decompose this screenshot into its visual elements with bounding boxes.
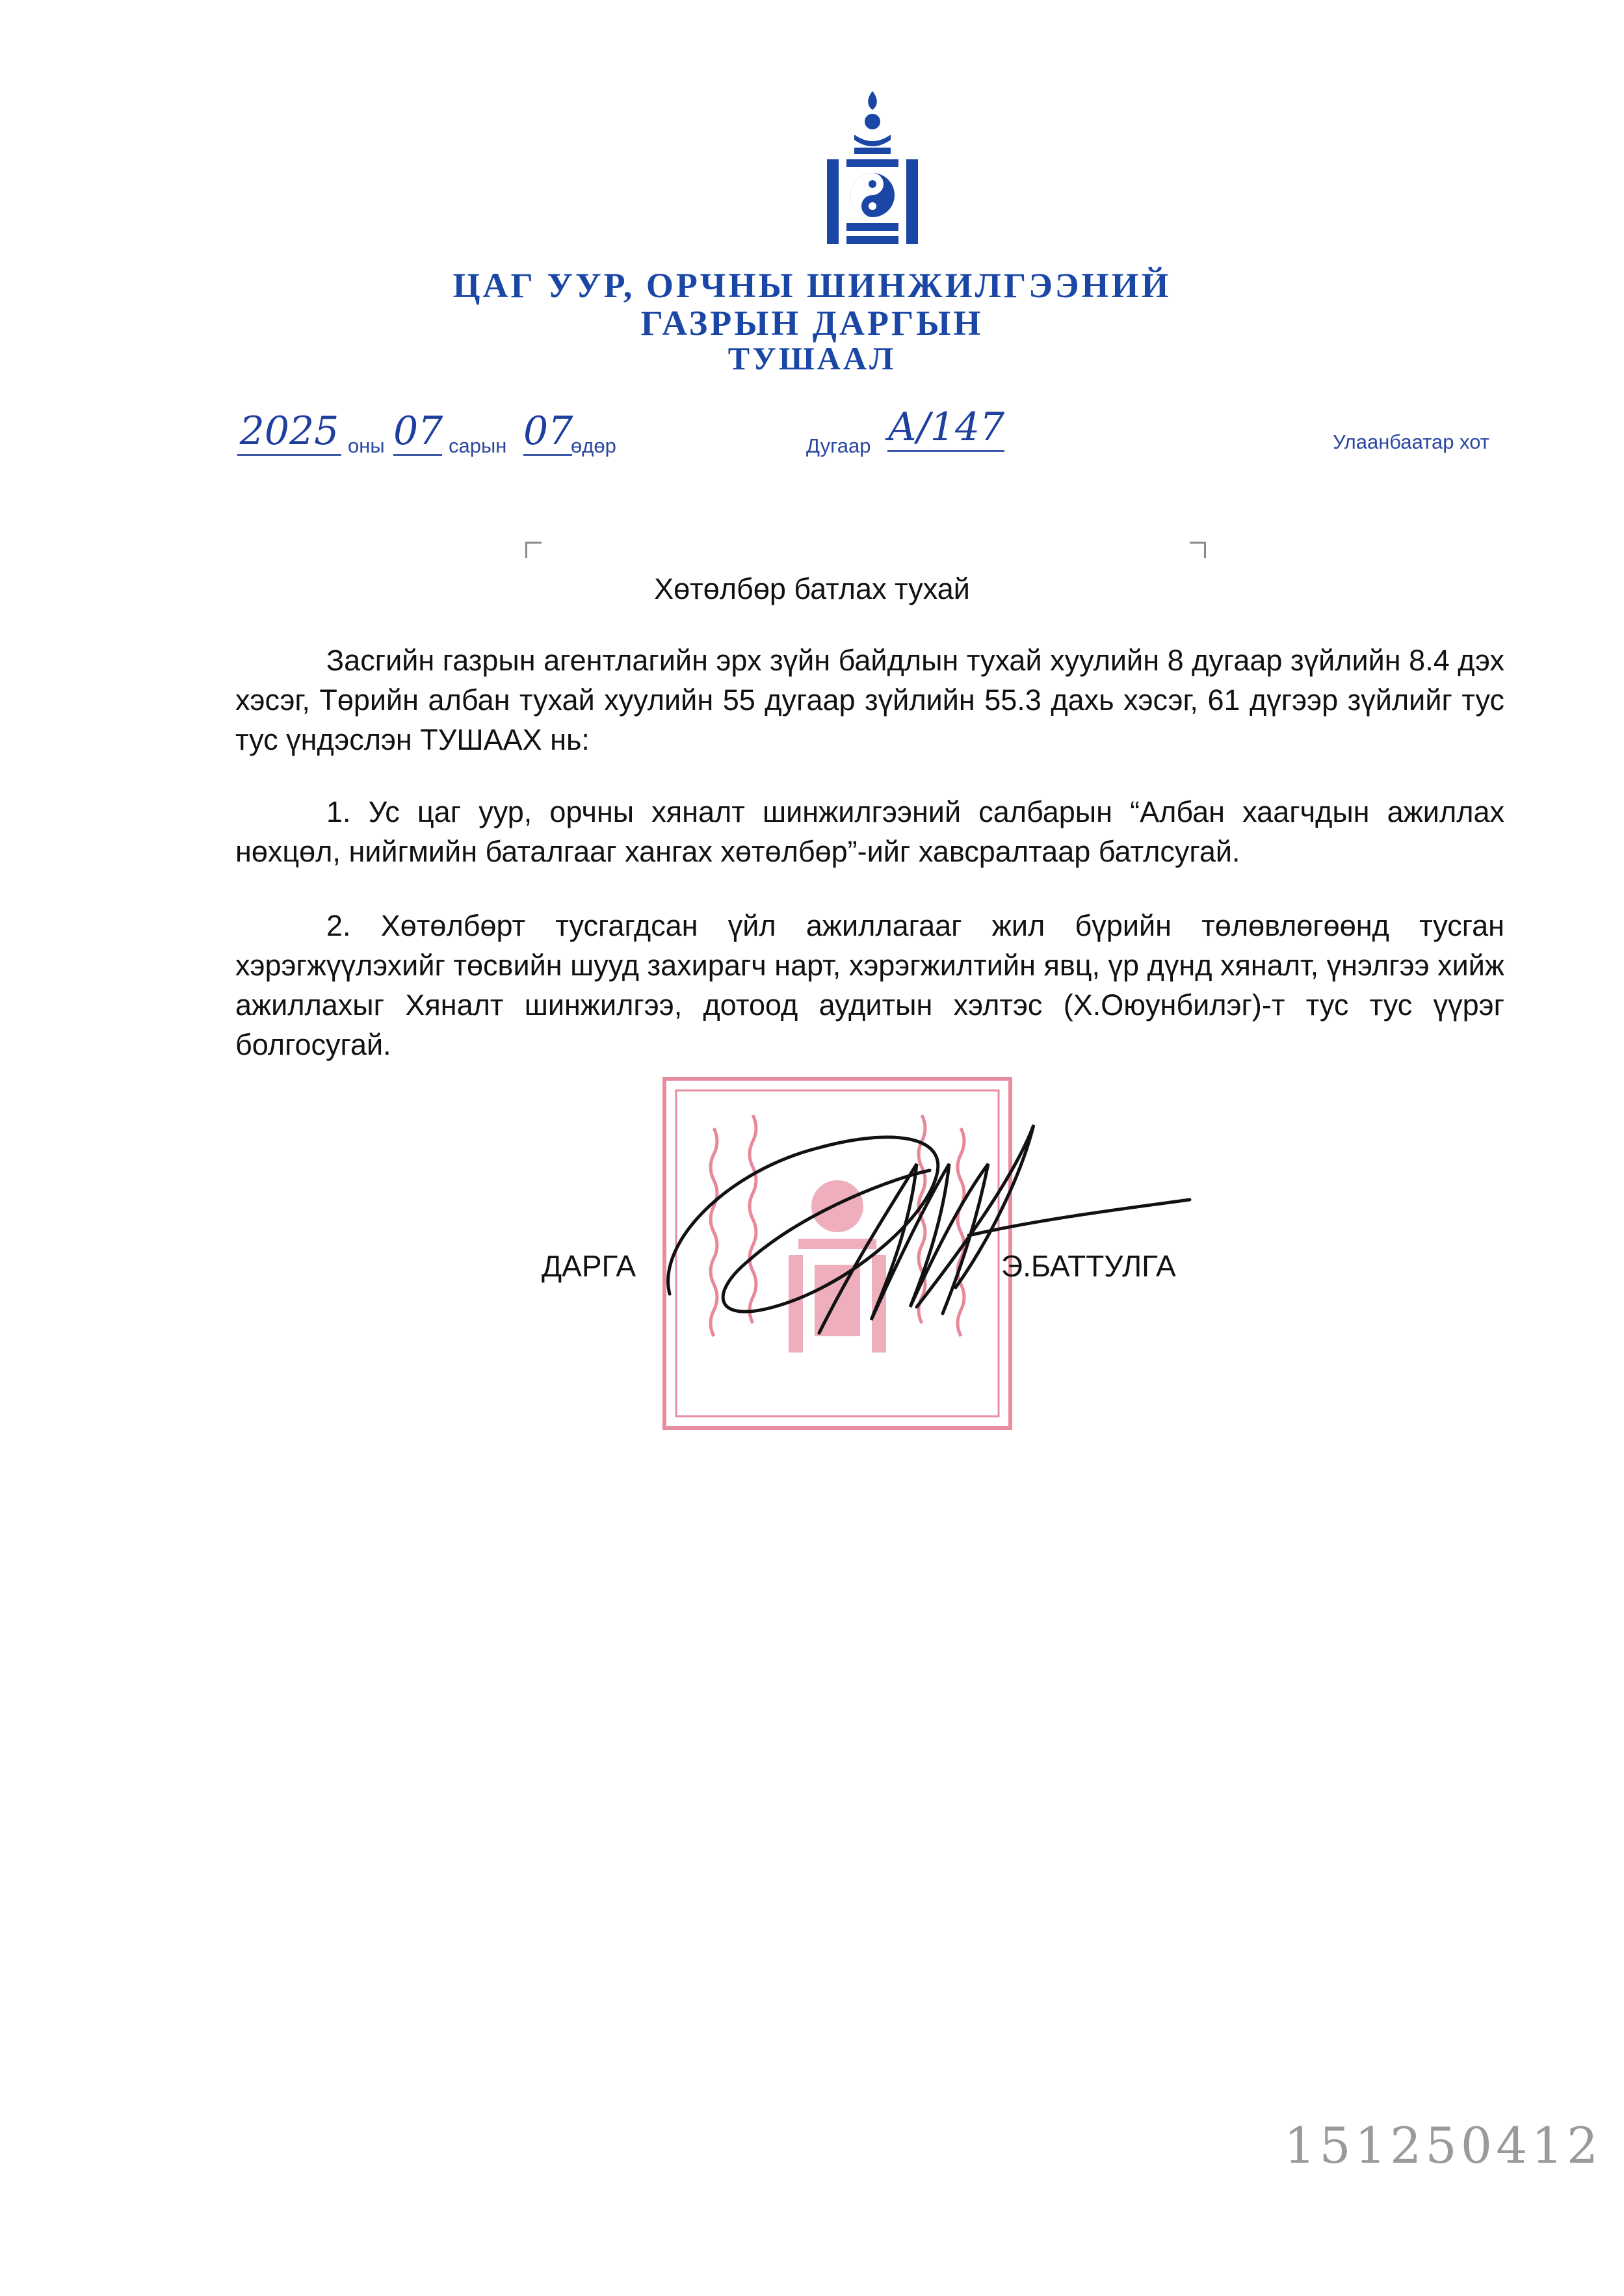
number-label: Дугаар [806, 434, 871, 457]
corner-mark-right [1190, 542, 1206, 558]
corner-mark-left [525, 542, 542, 558]
city-label: Улаанбаатар хот [1333, 430, 1490, 453]
order-day: 07 [523, 408, 572, 456]
order-year: 2025 [237, 408, 341, 456]
header-line-2: ГАЗРЫН ДАРГЫН [640, 304, 984, 343]
month-suffix: сарын [449, 434, 507, 457]
day-suffix: өдөр [571, 434, 616, 457]
preamble-paragraph: Засгийн газрын агентлагийн эрх зүйн байдлын тухай хуулийн 8 дугаар зүйлийн 8.4 дэх хэсэг, Төрийн албан тухай хуулийн 55 дугаар зүйлийн 55.3 дахь хэсэг, 61 дүгээр зүйлийг тус тус үндэслэн ТУШААХ нь: [235, 644, 1504, 756]
document-subject: Хөтөлбөр батлах тухай [654, 572, 970, 605]
order-number: А/147 [887, 404, 1004, 452]
header-line-3: ТУШААЛ [727, 340, 897, 376]
handwritten-signature-icon [650, 1099, 1216, 1372]
order-item-1: 1. Ус цаг уур, орчны хяналт шинжилгээний салбарын “Албан хаагчдын ажиллах нөхцөл, нийгмийн баталгааг хангах хөтөлбөр”-ийг хавсралтаар батлсугай. [235, 795, 1504, 868]
signer-title: ДАРГА [542, 1249, 636, 1283]
state-emblem-icon [820, 88, 924, 250]
serial-number: 151250412 [1284, 2117, 1603, 2174]
signer-name: Э.БАТТУЛГА [1001, 1249, 1176, 1283]
header-line-1: ЦАГ УУР, ОРЧНЫ ШИНЖИЛГЭЭНИЙ [452, 266, 1172, 305]
date-row [234, 403, 1508, 475]
year-suffix: оны [348, 434, 385, 457]
order-month: 07 [393, 408, 442, 456]
order-item-2: 2. Хөтөлбөрт тусгагдсан үйл ажиллагааг жил бүрийн төлөвлөгөөнд тусган хэрэгжүүлэхийг төсвийн шууд захирагч нарт, хэрэгжилтийн явц, үр дүнд хяналт, үнэлгээ хийж ажиллахыг Хяналт шинжилгээ, дотоод аудитын хэлтэс (Х.Оюунбилэг)-т тус тус үүрэг болгосугай. [235, 909, 1504, 1061]
